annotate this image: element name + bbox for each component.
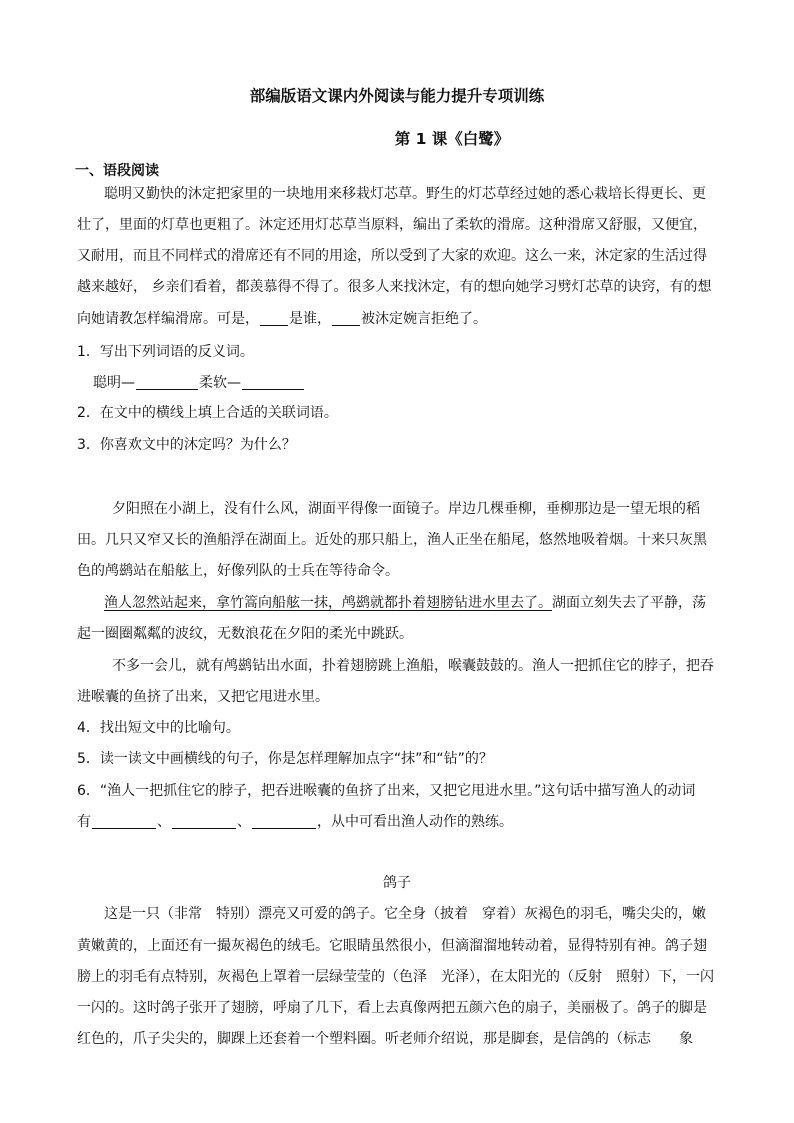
answer-blank[interactable] [252,814,316,829]
question-6-text: 有 [77,814,91,830]
passage1-line [77,309,727,329]
document-title: 部编版语文课内外阅读与能力提升专项训练 [249,87,545,105]
antonym-word: 柔软— [199,375,241,391]
fill-blank[interactable] [260,311,288,326]
question-4: 4．找出短文中的比喻句。 [77,720,240,736]
passage2-line: 色的鸬鹚站在船舷上，好像列队的士兵在等待命令。 [77,563,399,579]
passage2-line [104,593,754,613]
answer-blank[interactable] [136,375,198,390]
passage1-line: 聪明又勤快的沐定把家里的一块地用来移栽灯芯草。野生的灯芯草经过她的悉心栽培长得更长、更 [104,186,706,202]
passage2-line: 进喉囊的鱼挤了出来，又把它甩进水里。 [77,689,329,705]
passage3-line: 红色的，爪子尖尖的，脚踝上还套着一个塑料圈。听老师介绍说，那是脚套，是信鸽的（标志 象 [77,1031,693,1047]
question-6-blanks [77,812,727,832]
passage1-line: 壮了，里面的灯草也更粗了。沐定还用灯芯草当原料，编出了柔软的滑席。这种滑席又舒服，又便宜， [77,217,707,233]
separator: 、 [237,814,251,830]
fill-blank[interactable] [332,311,360,326]
passage3-title: 鸽子 [383,875,411,891]
question-3: 3．你喜欢文中的沐定吗？为什么？ [77,437,296,453]
section-heading: 一、语段阅读 [75,163,159,179]
question-2: 2．在文中的横线上填上合适的关联词语。 [77,405,338,421]
lesson-title [0,127,794,149]
passage1-text: 被沐定婉言拒绝了。 [361,311,487,327]
passage2-line: 不多一会儿，就有鸬鹚钻出水面，扑着翅膀跳上渔船，喉囊鼓鼓的。渔人一把抓住它的脖子，把吞 [112,658,714,674]
passage3-line: 黄嫩黄的，上面还有一撮灰褐色的绒毛。它眼睛虽然很小，但滴溜溜地转动着，显得特别有神。鸽子翅 [77,938,707,954]
underlined-sentence: 渔人忽然站起来，拿竹篙向船舷一抹，鸬鹚就都扑着翅膀钻进水里去了。 [104,595,552,611]
passage1-text: 向她请教怎样编滑席。可是， [77,311,259,327]
antonym-word: 聪明— [93,375,135,391]
passage3-line: 这是一只（非常 特别）漂亮又可爱的鸽子。它全身（披着 穿着）灰褐色的羽毛，嘴尖尖的，嫩 [104,906,706,922]
question-1: 1．写出下列词语的反义词。 [77,344,254,360]
passage2-text: 湖面立刻失去了平静，荡 [552,595,706,611]
passage1-line: 越来越好， 乡亲们看着，都羡慕得不得了。很多人来找沐定，有的想向她学习劈灯芯草的诀窍，有的想 [77,279,712,295]
passage3-line: 膀上的羽毛有点特别，灰褐色上罩着一层绿莹莹的（色泽 光泽），在太阳光的（反射 照射）下，一闪 [77,969,714,985]
separator: 、 [157,814,171,830]
question-5: 5．读一读文中画横线的句子，你是怎样理解加点字“抹”和“钻”的？ [77,751,493,767]
answer-blank[interactable] [172,814,236,829]
passage2-line: 夕阳照在小湖上，没有什么风，湖面平得像一面镜子。岸边几棵垂柳，垂柳那边是一望无垠的稻 [112,501,700,517]
passage1-text: 是谁， [289,311,331,327]
question-6: 6．“渔人一把抓住它的脖子，把吞进喉囊的鱼挤了出来，又把它甩进水里。”这句话中描写渔人的动词 [77,783,696,799]
answer-blank[interactable] [242,375,304,390]
passage3-line: 一闪的。这时鸽子张开了翅膀，呼扇了几下，看上去真像两把五颜六色的扇子，美丽极了。鸽子的脚是 [77,1000,707,1016]
lesson-title-text: 第 1 课《白鹭》 [394,130,510,148]
passage2-line: 起一圈圈粼粼的波纹，无数浪花在夕阳的柔光中跳跃。 [77,626,413,642]
question-6-text: ，从中可看出渔人动作的熟练。 [317,814,513,830]
passage2-line: 田。几只又窄又长的渔船浮在湖面上。近处的那只船上，渔人正坐在船尾，悠然地吸着烟。十来只灰黑 [77,532,707,548]
antonym-row [93,373,743,393]
answer-blank[interactable] [92,814,156,829]
passage1-line: 又耐用，而且不同样式的滑席还有不同的用途，所以受到了大家的欢迎。这么一来，沐定家的生活过得 [77,248,707,264]
